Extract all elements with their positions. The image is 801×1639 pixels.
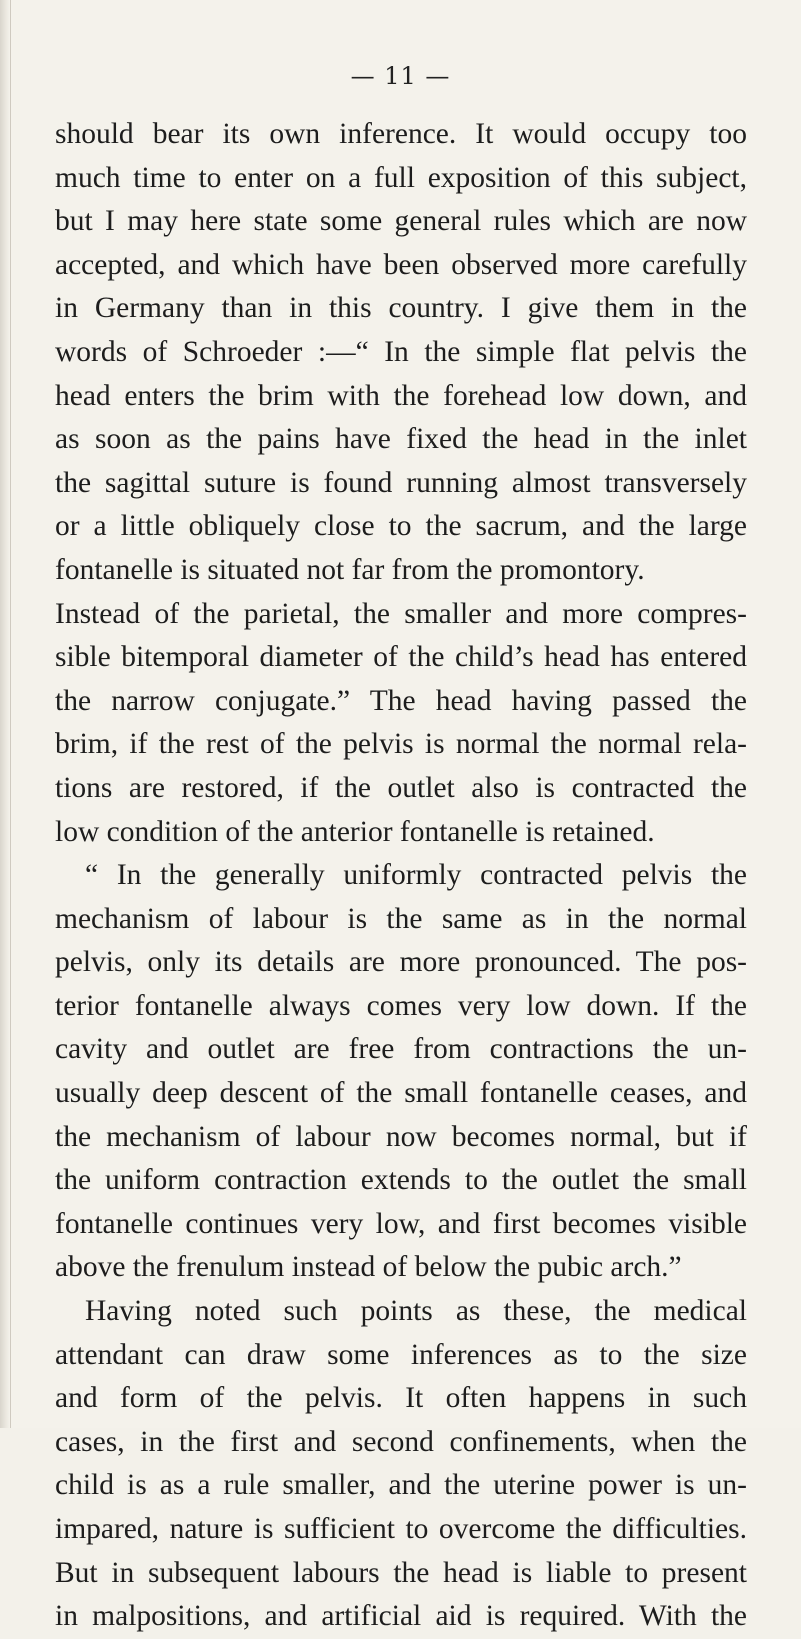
text-line: low condition of the anterior fontanelle is retained. (55, 815, 655, 848)
text-line: head enters the brim with the forehead low down, and (55, 379, 747, 412)
text-line: the narrow conjugate.” The head having passed the (55, 684, 747, 717)
text-line: but I may here state some general rules which are now (55, 205, 747, 238)
binding-edge (0, 0, 10, 1428)
text-line: Instead of the parietal, the smaller and more compres- (55, 597, 747, 630)
text-line: cavity and outlet are free from contractions the un- (55, 1033, 747, 1066)
text-line: words of Schroeder :—“ In the simple flat pelvis the (55, 335, 747, 368)
binding-line (10, 0, 11, 1428)
text-line: child is as a rule smaller, and the uterine power is un- (55, 1469, 747, 1502)
text-line: above the frenulum instead of below the pubic arch.” (55, 1251, 682, 1284)
text-line: the uniform contraction extends to the outlet the small (55, 1164, 747, 1197)
text-line: and form of the pelvis. It often happens in such (55, 1382, 747, 1415)
text-line: tions are restored, if the outlet also is contracted the (55, 771, 747, 804)
body-text (55, 113, 747, 1639)
text-line: mechanism of labour is the same as in the normal (55, 902, 747, 935)
text-line: in malpositions, and artificial aid is required. With the (55, 1600, 747, 1633)
text-line: sible bitemporal diameter of the child’s head has entered (55, 641, 747, 674)
text-line: brim, if the rest of the pelvis is normal the normal rela- (55, 728, 747, 761)
text-line: the mechanism of labour now becomes normal, but if (55, 1120, 747, 1153)
text-line: cases, in the first and second confinements, when the (55, 1425, 747, 1458)
text-line: the sagittal suture is found running almost transversely (55, 466, 747, 499)
text-line: as soon as the pains have fixed the head in the inlet (55, 423, 747, 456)
text-line: or a little obliquely close to the sacrum, and the large (55, 510, 747, 543)
text-line: “ In the generally uniformly contracted pelvis the (85, 859, 747, 892)
text-line: But in subsequent labours the head is liable to present (55, 1556, 747, 1589)
text-line: pelvis, only its details are more pronounced. The pos- (55, 946, 747, 979)
text-line: attendant can draw some inferences as to the size (55, 1338, 747, 1371)
text-line: impared, nature is sufficient to overcome the difficulties. (55, 1513, 747, 1545)
text-line: should bear its own inference. It would occupy too (55, 118, 747, 150)
text-line: in Germany than in this country. I give them in the (55, 292, 747, 325)
text-line: terior fontanelle always comes very low down. If the (55, 989, 747, 1022)
text-line: fontanelle continues very low, and first becomes visible (55, 1207, 747, 1240)
text-line: much time to enter on a full exposition of this subject, (55, 161, 747, 194)
text-line: Having noted such points as these, the medical (85, 1295, 747, 1328)
text-line: accepted, and which have been observed more carefully (55, 248, 747, 281)
text-line: usually deep descent of the small fontanelle ceases, and (55, 1077, 747, 1110)
text-line: fontanelle is situated not far from the promontory. (55, 553, 645, 586)
page-number: — 11 — (350, 62, 451, 90)
